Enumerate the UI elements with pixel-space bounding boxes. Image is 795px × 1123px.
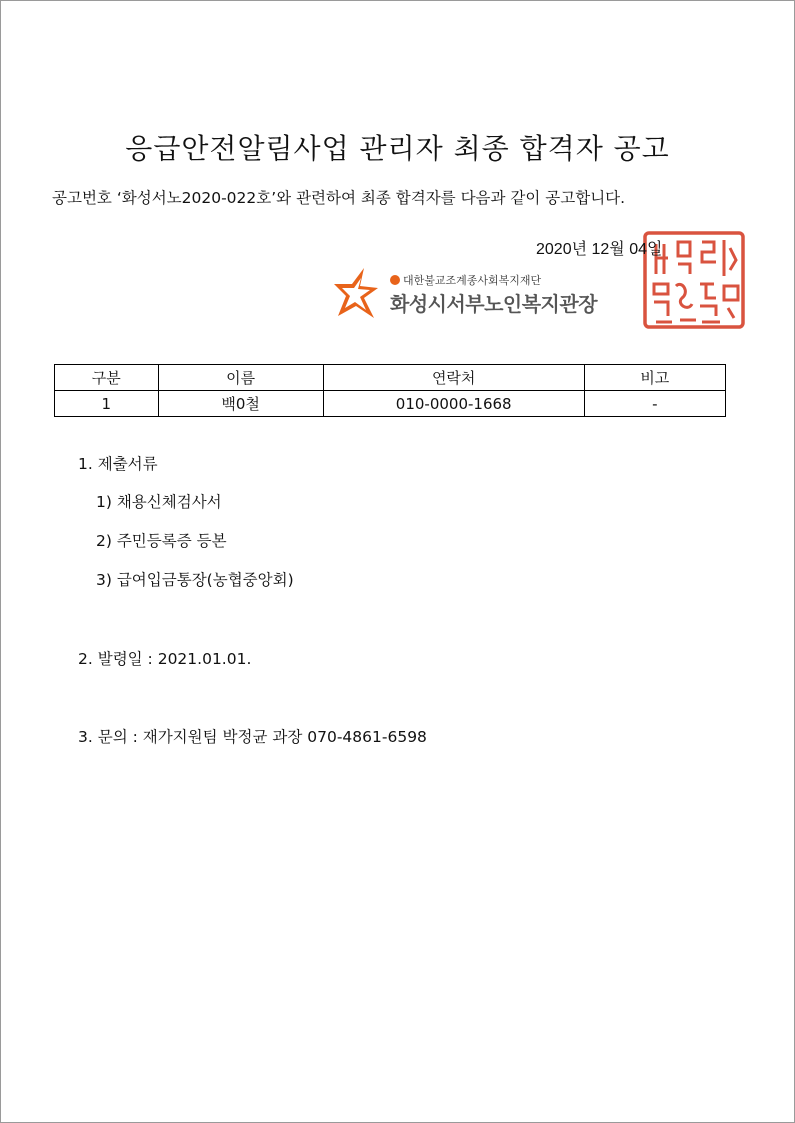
cell-note: - [584, 391, 725, 417]
doc-item: 1) 채용신체검사서 [96, 493, 222, 511]
cell-name: 백0철 [158, 391, 323, 417]
issue-date: 2020년 12월 04일 [536, 241, 663, 258]
doc-item: 2) 주민등록증 등본 [96, 532, 227, 550]
foundation-logo [334, 266, 614, 322]
foundation-star-icon [334, 266, 380, 320]
inquiry-contact: 3. 문의 : 재가지원팀 박정균 과장 070-4861-6598 [78, 728, 427, 746]
foundation-name: 대한불교조계종사회복지재단 [390, 272, 541, 288]
header-category: 구분 [55, 365, 159, 391]
center-name: 화성시서부노인복지관장 [390, 292, 598, 316]
intro-text: 공고번호 ‘화성서노2020-022호’와 관련하여 최종 합격자를 다음과 같이 공고합니다. [52, 189, 626, 207]
results-table [54, 364, 726, 417]
appointment-date: 2. 발령일 : 2021.01.01. [78, 650, 252, 668]
document-title: 응급안전알림사업 관리자 최종 합격자 공고 [125, 131, 670, 165]
header-name: 이름 [158, 365, 323, 391]
table-header-row [55, 365, 726, 391]
header-contact: 연락처 [323, 365, 584, 391]
foundation-dot-icon [390, 275, 400, 285]
header-note: 비고 [584, 365, 725, 391]
cell-category: 1 [55, 391, 159, 417]
table-row [55, 391, 726, 417]
doc-item: 3) 급여입금통장(농협중앙회) [96, 571, 294, 589]
cell-contact: 010-0000-1668 [323, 391, 584, 417]
docs-heading: 1. 제출서류 [78, 455, 158, 473]
